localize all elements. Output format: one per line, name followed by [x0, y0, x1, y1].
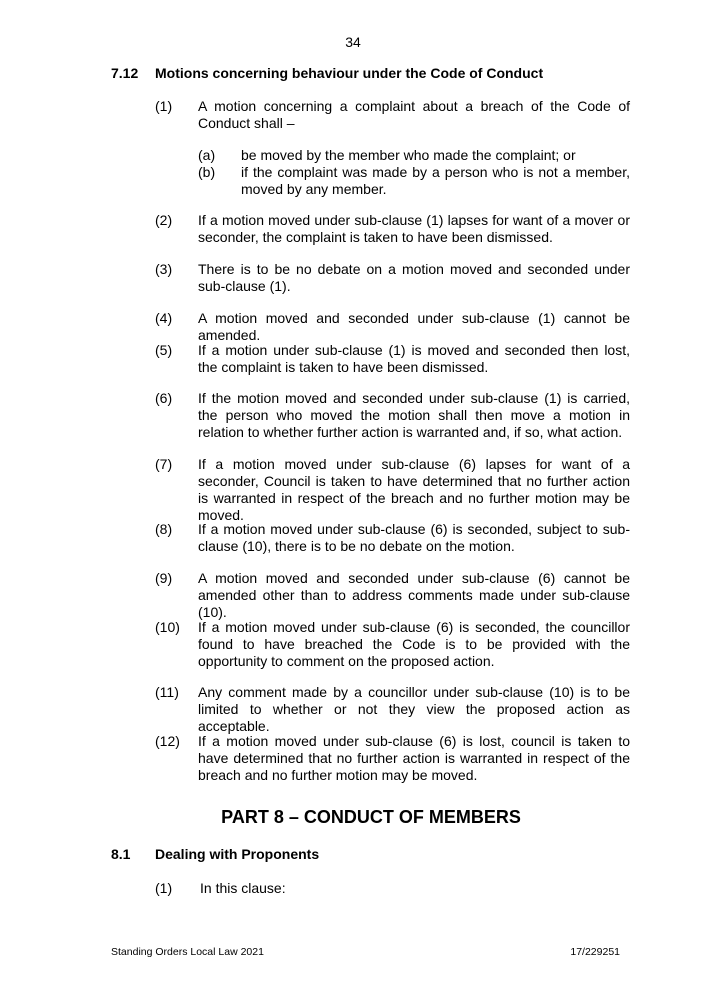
- clause-text: If a motion moved under sub-clause (6) is seconded, the councillor found to have breached the Code is to be provided with the opportunity to comment on the proposed action.: [198, 619, 630, 669]
- clause-7: [155, 456, 630, 524]
- section-number: 8.1: [111, 846, 131, 862]
- clause-4: [155, 310, 630, 344]
- section-heading-8-1: [0, 846, 706, 864]
- clause-number: (2): [155, 212, 173, 228]
- clause-number: (7): [155, 456, 173, 472]
- subclause-text: be moved by the member who made the complaint; or: [241, 147, 576, 163]
- clause-text: If a motion moved under sub-clause (6) is seconded, subject to sub-clause (10), there is to be no debate on the motion.: [198, 521, 630, 554]
- clause-5: [155, 342, 630, 376]
- clause-11: [155, 684, 630, 735]
- clause-text: There is to be no debate on a motion moved and seconded under sub-clause (1).: [198, 261, 630, 294]
- section-title: Dealing with Proponents: [155, 846, 320, 862]
- subclause-number: (b): [198, 164, 216, 180]
- clause-number: (11): [155, 684, 179, 700]
- clause-1: [155, 98, 630, 132]
- section-heading-7-12: [0, 65, 706, 83]
- subclause-number: (a): [198, 147, 216, 163]
- clause-text: A motion concerning a complaint about a breach of the Code of Conduct shall –: [198, 98, 630, 131]
- clause-number: (4): [155, 310, 173, 326]
- clause-10: [155, 619, 630, 670]
- subclause-b: [198, 164, 630, 198]
- clause-text: In this clause:: [200, 880, 286, 896]
- footer-reference-number: 17/229251: [570, 946, 620, 958]
- clause-8-1-1: [155, 880, 630, 897]
- part-title: PART 8 – CONDUCT OF MEMBERS: [221, 807, 521, 827]
- section-title: Motions concerning behaviour under the Code of Conduct: [155, 65, 544, 81]
- clause-text: If a motion moved under sub-clause (6) is lost, council is taken to have determined that no further action is warranted in respect of the breach and no further motion may be moved.: [198, 733, 630, 783]
- clause-number: (6): [155, 390, 173, 406]
- clause-2: [155, 212, 630, 246]
- footer-document-title: Standing Orders Local Law 2021: [111, 946, 264, 958]
- clause-number: (1): [155, 880, 173, 896]
- clause-number: (8): [155, 521, 173, 537]
- clause-text: A motion moved and seconded under sub-clause (1) cannot be amended.: [198, 310, 630, 343]
- clause-text: If a motion moved under sub-clause (6) lapses for want of a seconder, Council is taken to have determined that no further action is warranted in respect of the breach and no further motion may be moved.: [198, 456, 630, 523]
- clause-number: (1): [155, 98, 173, 114]
- subclause-a: [198, 147, 630, 164]
- clause-text: If the motion moved and seconded under sub-clause (1) is carried, the person who moved the motion shall then move a motion in relation to whether further action is warranted and, if so, what action.: [198, 390, 630, 440]
- clause-number: (5): [155, 342, 173, 358]
- clause-text: Any comment made by a councillor under sub-clause (10) is to be limited to whether or not they view the proposed action as acceptable.: [198, 684, 630, 734]
- clause-text: If a motion under sub-clause (1) is moved and seconded then lost, the complaint is taken to have been dismissed.: [198, 342, 630, 375]
- clause-9: [155, 570, 630, 621]
- clause-number: (10): [155, 619, 180, 635]
- subclause-text: if the complaint was made by a person who is not a member, moved by any member.: [241, 164, 630, 197]
- clause-6: [155, 390, 630, 441]
- clause-8: [155, 521, 630, 555]
- clause-number: (12): [155, 733, 180, 749]
- section-number: 7.12: [111, 65, 139, 81]
- clause-number: (3): [155, 261, 173, 277]
- page-number: 34: [345, 34, 361, 50]
- clause-text: A motion moved and seconded under sub-clause (6) cannot be amended other than to address comments made under sub-clause (10).: [198, 570, 630, 620]
- clause-12: [155, 733, 630, 784]
- clause-3: [155, 261, 630, 295]
- clause-text: If a motion moved under sub-clause (1) lapses for want of a mover or seconder, the complaint is taken to have been dismissed.: [198, 212, 630, 245]
- clause-number: (9): [155, 570, 173, 586]
